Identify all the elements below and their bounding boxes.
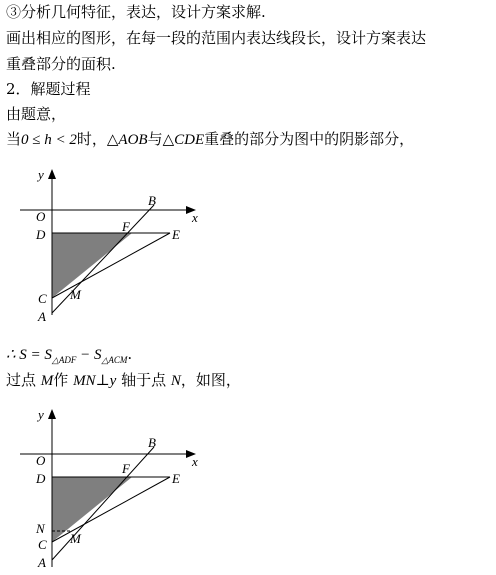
point-m-ref: M	[40, 373, 54, 389]
formula-end: .	[127, 345, 133, 363]
condition-mid2: 与△	[147, 130, 175, 148]
label-b-2: B	[148, 435, 156, 450]
instruction-line-1: 画出相应的图形，在每一段的范围内表达线段长，设计方案表达	[6, 29, 427, 47]
label-c-2: C	[38, 537, 47, 552]
condition-prefix: 当	[6, 130, 22, 148]
label-f-2: F	[122, 461, 130, 476]
shaded-region-2	[52, 477, 132, 542]
label-m-1: M	[70, 287, 81, 302]
label-b-1: B	[148, 193, 156, 208]
label-f-1: F	[122, 219, 130, 234]
triangle-aob: AOB	[118, 132, 148, 148]
construction-e: ，如图，	[180, 371, 241, 389]
section-heading: 2．解题过程	[6, 80, 91, 98]
label-x-1: x	[192, 210, 198, 225]
formula-lhs: ∴ S = S	[6, 347, 52, 363]
shaded-region-1	[52, 233, 132, 298]
construction-a: 过点	[6, 371, 41, 389]
label-y-1: y	[38, 167, 44, 182]
y-axis-arrow-2	[48, 409, 56, 419]
label-y-2: y	[38, 407, 44, 422]
perp-symbol: ⊥	[95, 371, 110, 389]
label-c-1: C	[38, 291, 47, 306]
formula-sub-acm: △ACM	[101, 355, 128, 365]
condition-range: 0 ≤ h < 2	[21, 132, 77, 148]
construction-b: 作	[53, 371, 74, 389]
figure-1-overlap	[0, 165, 230, 330]
figure-2-perpendicular	[0, 405, 230, 575]
label-d-1: D	[36, 227, 46, 242]
label-n-2: N	[36, 521, 45, 536]
triangle-cde: CDE	[174, 132, 205, 148]
label-d-2: D	[36, 471, 46, 486]
label-a-2: A	[38, 555, 46, 570]
condition-post: 重叠的部分为图中的阴影部分，	[204, 130, 415, 148]
condition-line	[6, 129, 414, 150]
area-formula	[6, 344, 132, 370]
construction-line	[6, 370, 241, 391]
label-a-1: A	[38, 309, 46, 324]
label-o-2: O	[36, 453, 46, 468]
label-x-2: x	[192, 454, 198, 469]
formula-minus: − S	[76, 347, 102, 363]
label-m-2: M	[70, 531, 81, 546]
formula-sub-adf: △ADF	[51, 355, 77, 365]
y-axis-arrow-1	[48, 169, 56, 179]
label-o-1: O	[36, 209, 46, 224]
condition-mid: 时，△	[76, 130, 119, 148]
label-e-2: E	[172, 471, 180, 486]
axis-y-ref: y	[109, 373, 117, 389]
label-e-1: E	[172, 227, 180, 242]
segment-mn-ref: MN	[73, 373, 96, 389]
point-n-ref: N	[170, 373, 181, 389]
step-3-line: ③分析几何特征，表达，设计方案求解.	[6, 3, 266, 21]
instruction-line-2: 重叠部分的面积.	[6, 55, 116, 73]
construction-d: 轴于点	[116, 371, 171, 389]
given-line: 由题意，	[6, 105, 67, 123]
